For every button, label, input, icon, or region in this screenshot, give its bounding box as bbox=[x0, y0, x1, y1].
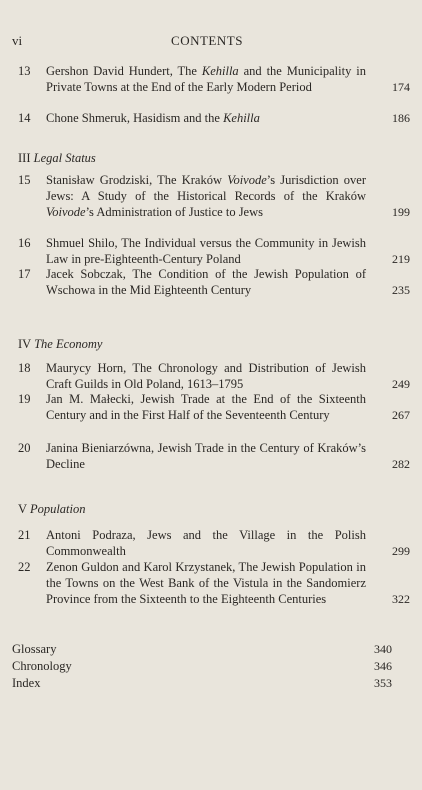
part-heading: III Legal Status bbox=[18, 151, 96, 165]
back-matter-entry bbox=[12, 642, 392, 657]
page-title: CONTENTS bbox=[171, 33, 243, 48]
toc-page-number: 353 bbox=[374, 676, 392, 690]
running-header bbox=[12, 33, 402, 51]
toc-entry: 13 Gershon David Hundert, The Kehilla and the Municipality in Private Towns at the End of the Early Modern Period 174 bbox=[18, 64, 410, 95]
toc-page-number: 282 bbox=[392, 457, 410, 472]
toc-entry-title: Stanisław Grodziski, The Kraków Voivode’s Jurisdiction over Jews: A Study of the Historical Records of the Kraków Voivode’s Administration of Justice to Jews bbox=[46, 173, 366, 220]
toc-entry-title: Jacek Sobczak, The Condition of the Jewish Population of Wschowa in the Mid Eighteenth Century bbox=[46, 267, 366, 298]
toc-page-number: 249 bbox=[392, 377, 410, 392]
toc-entry: 18 Maurycy Horn, The Chronology and Distribution of Jewish Craft Guilds in Old Poland, 1613–1795 249 bbox=[18, 361, 410, 392]
toc-entry-title: Zenon Guldon and Karol Krzystanek, The Jewish Population in the Towns on the West Bank of the Vistula in the Sandomierz Province from the Sixteenth to the Eighteenth Centuries bbox=[46, 560, 366, 607]
toc-page-number: 174 bbox=[392, 80, 410, 95]
toc-page-number: 267 bbox=[392, 408, 410, 423]
toc-entry-title: Maurycy Horn, The Chronology and Distribution of Jewish Craft Guilds in Old Poland, 1613–1795 bbox=[46, 361, 366, 392]
toc-entry: 14 Chone Shmeruk, Hasidism and the Kehilla 186 bbox=[18, 111, 410, 125]
back-matter-entry bbox=[12, 659, 392, 674]
toc-page-number: 299 bbox=[392, 544, 410, 559]
toc-page-number: 186 bbox=[392, 111, 410, 125]
part-heading: IV The Economy bbox=[18, 337, 103, 351]
toc-entry: 21 Antoni Podraza, Jews and the Village in the Polish Commonwealth 299 bbox=[18, 528, 410, 559]
toc-page-number: 346 bbox=[374, 659, 392, 673]
part-heading: V Population bbox=[18, 502, 86, 516]
toc-page-number: 199 bbox=[392, 205, 410, 220]
toc-page-number: 219 bbox=[392, 252, 410, 267]
toc-page-number: 235 bbox=[392, 283, 410, 298]
back-matter-label: Glossary bbox=[12, 642, 57, 656]
toc-entry: 17 Jacek Sobczak, The Condition of the Jewish Population of Wschowa in the Mid Eighteenth Century 235 bbox=[18, 267, 410, 298]
toc-entry: 16 Shmuel Shilo, The Individual versus the Community in Jewish Law in pre-Eighteenth-Century Poland 219 bbox=[18, 236, 410, 267]
toc-page-number: 322 bbox=[392, 592, 410, 607]
page-number: vi bbox=[12, 33, 23, 48]
back-matter-entry bbox=[12, 676, 392, 691]
toc-entry: 22 Zenon Guldon and Karol Krzystanek, The Jewish Population in the Towns on the West Bank of the Vistula in the Sandomierz Province from the Sixteenth to the Eighteenth Centuries 322 bbox=[18, 560, 410, 607]
toc-entry: 19 Jan M. Małecki, Jewish Trade at the End of the Sixteenth Century and in the First Half of the Seventeenth Century 267 bbox=[18, 392, 410, 423]
back-matter-label: Index bbox=[12, 676, 41, 690]
toc-entry-title: Shmuel Shilo, The Individual versus the Community in Jewish Law in pre-Eighteenth-Century Poland bbox=[46, 236, 366, 267]
toc-entry: 15 Stanisław Grodziski, The Kraków Voivode’s Jurisdiction over Jews: A Study of the Historical Records of the Kraków Voivode’s Administration of Justice to Jews 199 bbox=[18, 173, 410, 220]
toc-entry: 20 Janina Bieniarzówna, Jewish Trade in the Century of Kraków’s Decline 282 bbox=[18, 441, 410, 472]
toc-entry-title: Gershon David Hundert, The Kehilla and the Municipality in Private Towns at the End of the Early Modern Period bbox=[46, 64, 366, 95]
toc-entry-title: Janina Bieniarzówna, Jewish Trade in the Century of Kraków’s Decline bbox=[46, 441, 366, 472]
toc-page-number: 340 bbox=[374, 642, 392, 656]
toc-entry-title: Antoni Podraza, Jews and the Village in the Polish Commonwealth bbox=[46, 528, 366, 559]
toc-entry-title: Chone Shmeruk, Hasidism and the Kehilla bbox=[46, 111, 260, 125]
toc-entry-title: Jan M. Małecki, Jewish Trade at the End of the Sixteenth Century and in the First Half of the Seventeenth Century bbox=[46, 392, 366, 423]
back-matter-label: Chronology bbox=[12, 659, 72, 673]
